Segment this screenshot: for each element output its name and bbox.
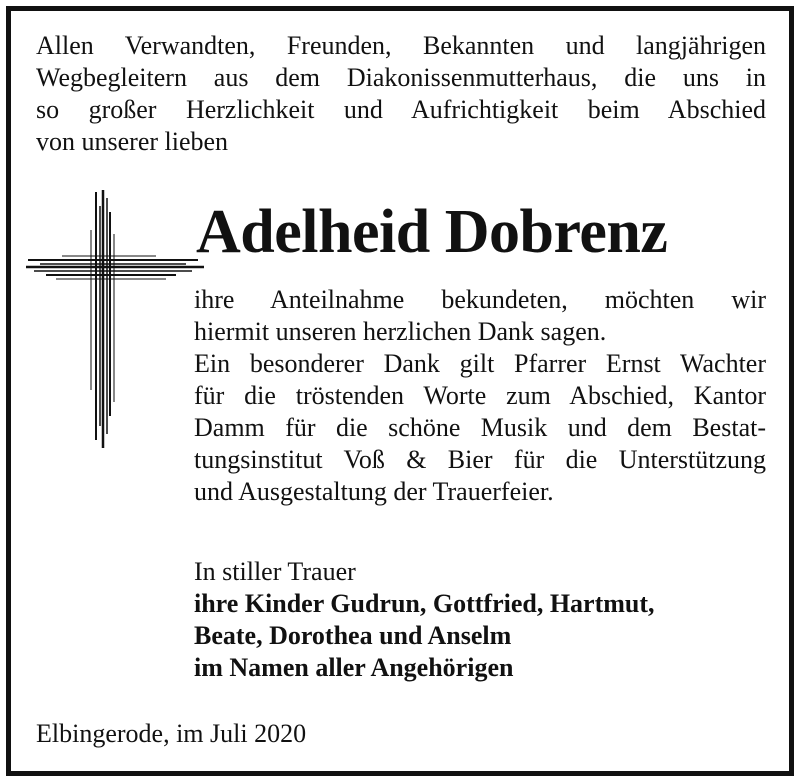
thanks-paragraph <box>194 284 766 508</box>
thanks-line: tungsinstitut Voß & Bier für die Unterstützung <box>194 445 766 474</box>
place-date: Elbingerode, im Juli 2020 <box>36 719 307 748</box>
thanks-line: Damm für die schöne Musik und dem Bestat- <box>194 413 766 442</box>
intro-line: Wegbegleitern aus dem Diakonissenmutterhaus, die uns in <box>36 63 766 92</box>
mourners-line: Beate, Dorothea und Anselm <box>194 621 512 650</box>
cross-icon <box>26 190 206 450</box>
intro-line: von unserer lieben <box>36 127 229 156</box>
deceased-name: Adelheid Dobrenz <box>196 198 668 266</box>
mourners-line: im Namen aller Angehörigen <box>194 653 514 682</box>
intro-line: Allen Verwandten, Freunden, Bekannten und langjährigen <box>36 31 766 60</box>
thanks-line: ihre Anteilnahme bekundeten, möchten wir <box>194 285 766 314</box>
mourning-signature <box>194 556 766 684</box>
mourning-intro: In stiller Trauer <box>194 557 356 586</box>
thanks-line: hiermit unseren herzlichen Dank sagen. <box>194 317 607 346</box>
thanks-line: und Ausgestaltung der Trauerfeier. <box>194 477 554 506</box>
thanks-line: Ein besonderer Dank gilt Pfarrer Ernst Wachter <box>194 349 766 378</box>
thanks-line: für die tröstenden Worte zum Abschied, Kantor <box>194 381 766 410</box>
mourners-line: ihre Kinder Gudrun, Gottfried, Hartmut, <box>194 589 655 618</box>
intro-paragraph <box>36 30 766 158</box>
intro-line: so großer Herzlichkeit und Aufrichtigkeit beim Abschied <box>36 95 766 124</box>
